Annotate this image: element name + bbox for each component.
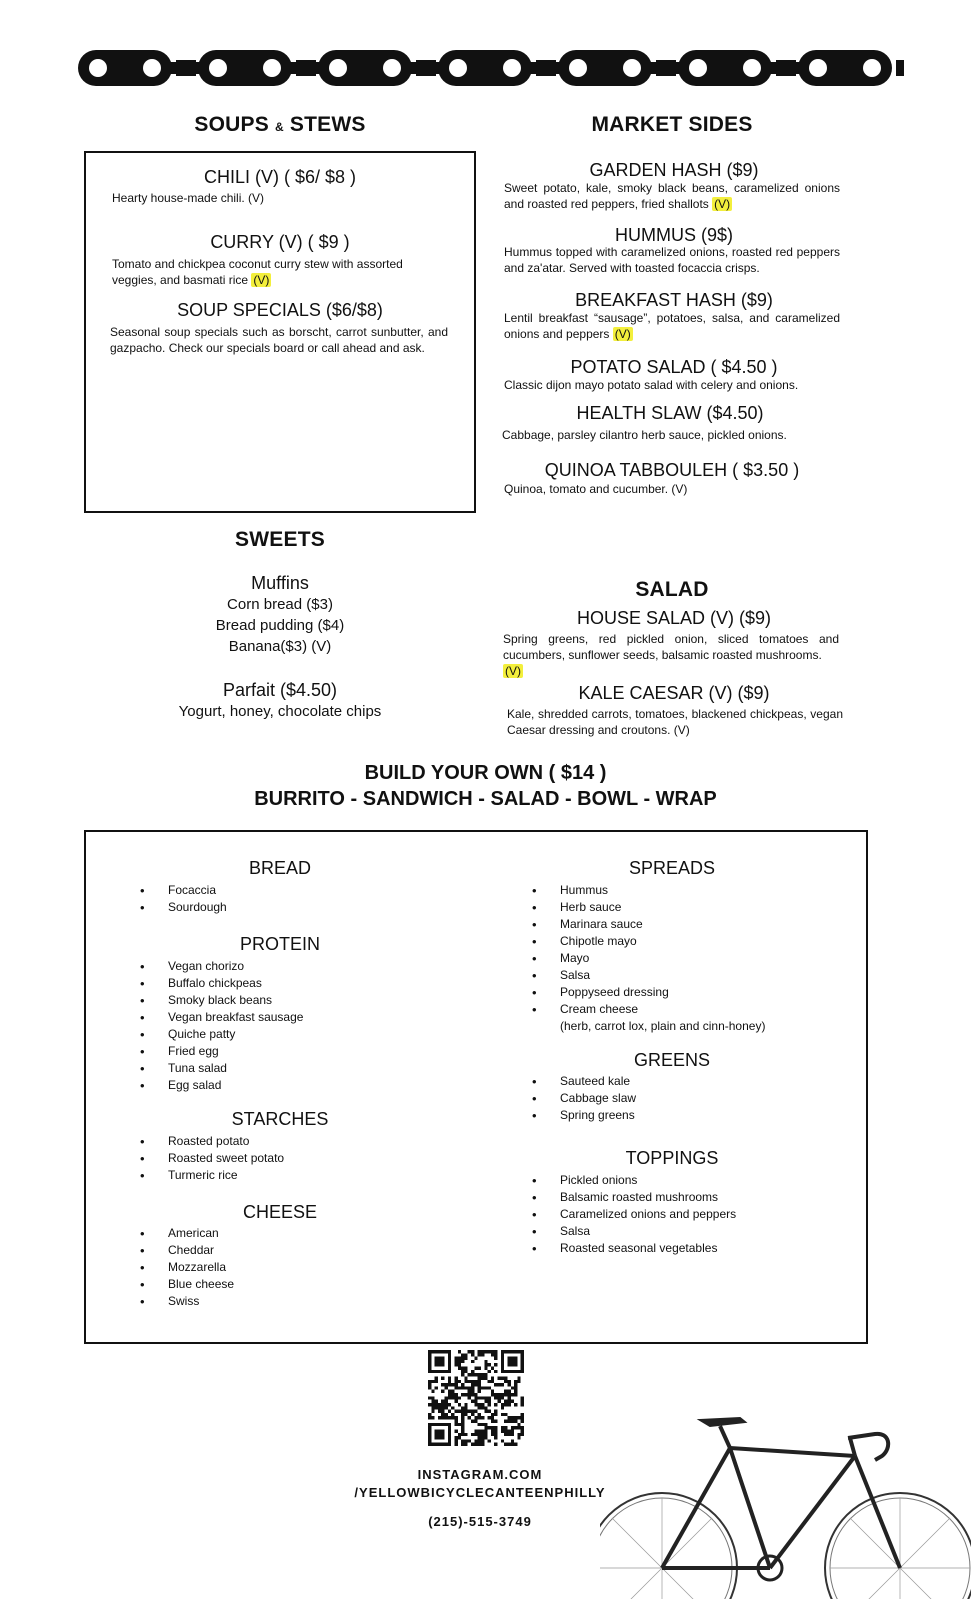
starches-heading: STARCHES [231, 1109, 329, 1129]
list-item: • Swiss [140, 1293, 234, 1310]
market-item-desc: Lentil breakfast “sausage”, potatoes, salsa, and caramelized onions and peppers (V) [504, 311, 840, 341]
market-item-desc: Cabbage, parsley cilantro herb sauce, pickled onions. [502, 428, 787, 442]
soups-title: SOUPS & STEWS [194, 113, 366, 136]
market-item-title: QUINOA TABBOULEH ( $3.50 ) [544, 460, 800, 480]
cream-cheese-note: (herb, carrot lox, plain and cinn-honey) [560, 1019, 766, 1033]
parfait-heading: Parfait ($4.50) [222, 680, 338, 700]
muffin-item: Bread pudding ($4) [215, 617, 345, 634]
list-item: • Roasted seasonal vegetables [532, 1240, 736, 1257]
list-item: • Buffalo chickpeas [140, 975, 303, 992]
build-title: BUILD YOUR OWN ( $14 ) [364, 762, 607, 784]
soup-item-title: SOUP SPECIALS ($6/$8) [177, 300, 383, 320]
list-item: • Smoky black beans [140, 992, 303, 1009]
salad-item-desc: Spring greens, red pickled onion, sliced tomatoes and cucumbers, sunflower seeds, balsamic roasted mushrooms. (V) [503, 632, 839, 678]
sweets-title: SWEETS [235, 528, 325, 551]
cheese-heading: CHEESE [242, 1202, 318, 1222]
market-sides-title: MARKET SIDES [591, 113, 753, 136]
parfait [130, 680, 430, 722]
chain-link [198, 50, 316, 86]
parfait-desc: Yogurt, honey, chocolate chips [178, 703, 382, 720]
list-item: • Vegan chorizo [140, 958, 303, 975]
list-item: • Salsa [532, 1223, 736, 1240]
soup-item-desc: Tomato and chickpea coconut curry stew with assorted veggies, and basmati rice (V) [112, 257, 403, 287]
list-item: • Spring greens [532, 1107, 636, 1124]
greens-list [532, 1073, 636, 1124]
list-item: • Turmeric rice [140, 1167, 284, 1184]
muffins-heading: Muffins [251, 573, 309, 593]
list-item: • American [140, 1225, 234, 1242]
starches-list [140, 1133, 284, 1184]
list-item: • Quiche patty [140, 1026, 303, 1043]
chain-link [798, 50, 904, 86]
soup-item-desc: Seasonal soup specials such as borscht, carrot sunbutter, and gazpacho. Check our specials board or call ahead and ask. [110, 325, 448, 355]
salad-item-title: KALE CAESAR (V) ($9) [578, 683, 770, 703]
list-item: • Balsamic roasted mushrooms [532, 1189, 736, 1206]
market-item-desc: Hummus topped with caramelized onions, roasted red peppers and za'atar. Served with toasted focaccia crisps. [504, 245, 840, 275]
list-item: • Cabbage slaw [532, 1090, 636, 1107]
toppings-heading: TOPPINGS [625, 1148, 719, 1168]
chain-link [318, 50, 436, 86]
list-item: • Cream cheese [532, 1001, 765, 1018]
list-item: • Sauteed kale [532, 1073, 636, 1090]
spreads-list [532, 882, 765, 1035]
list-item: • Cheddar [140, 1242, 234, 1259]
list-item: • Mayo [532, 950, 765, 967]
market-item-desc: Quinoa, tomato and cucumber. (V) [504, 482, 688, 496]
market-item-title: POTATO SALAD ( $4.50 ) [570, 357, 778, 377]
salad-item-title: HOUSE SALAD (V) ($9) [576, 608, 772, 628]
list-item: • Focaccia [140, 882, 227, 899]
market-item-title: HUMMUS (9$) [614, 225, 733, 245]
salad-item-desc: Kale, shredded carrots, tomatoes, blackened chickpeas, vegan Caesar dressing and croutons. (V) [507, 707, 843, 737]
muffin-item: Banana($3) (V) [228, 638, 332, 655]
list-item: • Mozzarella [140, 1259, 234, 1276]
list-item: • Sourdough [140, 899, 227, 916]
spreads-heading: SPREADS [628, 858, 716, 878]
vegan-tag: (V) [253, 273, 270, 287]
list-item: • Blue cheese [140, 1276, 234, 1293]
list-item: • Egg salad [140, 1077, 303, 1094]
list-item: • Salsa [532, 967, 765, 984]
protein-list [140, 958, 303, 1094]
instagram-line2[interactable]: /YELLOWBICYCLECANTEENPHILLY [354, 1485, 606, 1500]
market-item-desc: Classic dijon mayo potato salad with celery and onions. [504, 378, 799, 392]
soup-item-title: CURRY (V) ( $9 ) [210, 232, 350, 252]
list-item: • Tuna salad [140, 1060, 303, 1077]
list-item: • Poppyseed dressing [532, 984, 765, 1001]
chain-link [438, 50, 556, 86]
bread-heading: BREAD [248, 858, 311, 878]
sweets-list [150, 573, 410, 657]
list-item: • Pickled onions [532, 1172, 736, 1189]
soup-item-desc: Hearty house-made chili. (V) [112, 191, 265, 205]
list-item: • Caramelized onions and peppers [532, 1206, 736, 1223]
list-item: • Hummus [532, 882, 765, 899]
salad-title: SALAD [635, 578, 709, 601]
chain-link [78, 50, 196, 86]
list-item: • Roasted potato [140, 1133, 284, 1150]
toppings-list [532, 1172, 736, 1257]
instagram-line1[interactable]: INSTAGRAM.COM [417, 1467, 543, 1482]
qr-code-icon[interactable] [428, 1350, 524, 1446]
soup-item-title: CHILI (V) ( $6/ $8 ) [203, 167, 357, 187]
vegan-tag: (V) [505, 664, 521, 678]
bread-list [140, 882, 227, 916]
vegan-tag: (V) [714, 197, 731, 211]
list-item: • Chipotle mayo [532, 933, 765, 950]
phone-number: (215)-515-3749 [428, 1514, 532, 1529]
muffin-item: Corn bread ($3) [227, 596, 333, 613]
chain-link [678, 50, 796, 86]
market-item-title: HEALTH SLAW ($4.50) [576, 403, 764, 423]
greens-heading: GREENS [633, 1050, 711, 1070]
protein-heading: PROTEIN [239, 934, 320, 954]
chain-link [558, 50, 676, 86]
bike-chain-icon [74, 44, 904, 92]
list-item: • Fried egg [140, 1043, 303, 1060]
build-subtitle: BURRITO - SANDWICH - SALAD - BOWL - WRAP [254, 788, 717, 810]
market-item-desc: Sweet potato, kale, smoky black beans, caramelized onions and roasted red peppers, fried shallots (V) [504, 181, 840, 211]
market-item-title: GARDEN HASH ($9) [589, 160, 759, 180]
list-item: • Marinara sauce [532, 916, 765, 933]
list-item: • Roasted sweet potato [140, 1150, 284, 1167]
list-item: • Herb sauce [532, 899, 765, 916]
market-item-title: BREAKFAST HASH ($9) [575, 290, 773, 310]
cheese-list [140, 1225, 234, 1310]
bicycle-icon [600, 1408, 971, 1599]
vegan-tag: (V) [614, 327, 631, 341]
list-item: • Vegan breakfast sausage [140, 1009, 303, 1026]
